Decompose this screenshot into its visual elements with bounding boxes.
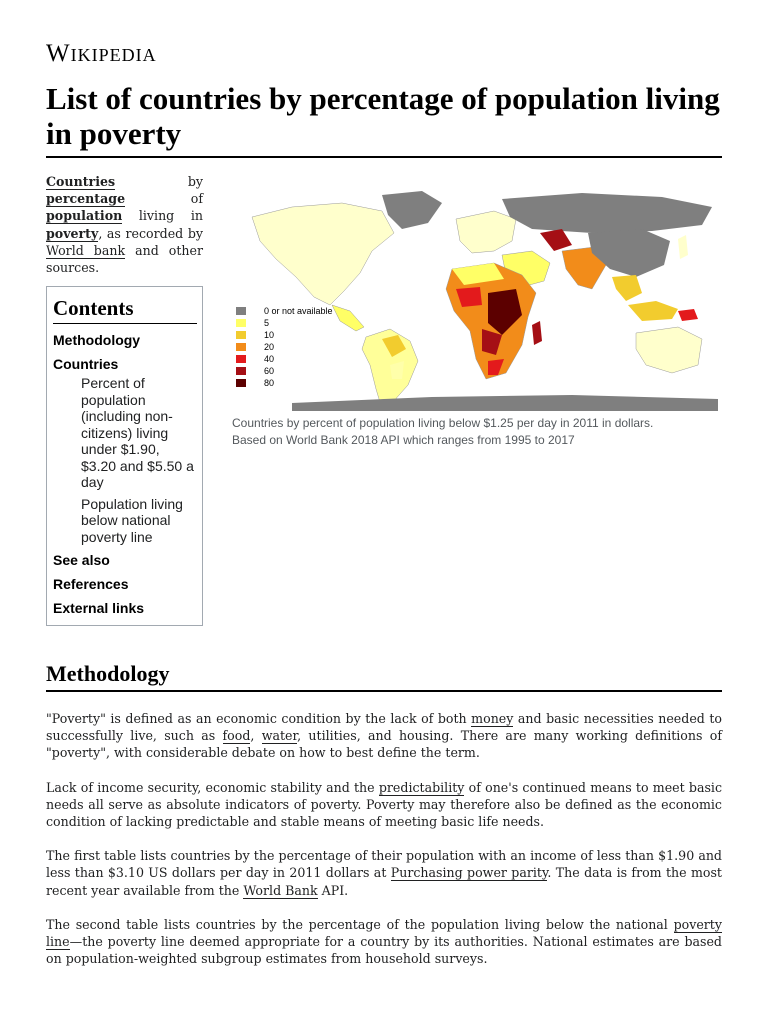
legend-label: 0 or not available (264, 306, 333, 316)
caption-line: Based on World Bank 2018 API which ranges from 1995 to 2017 (232, 433, 575, 447)
legend-label: 20 (264, 342, 275, 352)
toc-subitem-national-line[interactable]: Population living below national poverty line (81, 495, 183, 545)
caption-line: Countries by percent of population living below $1.25 per day in 2011 in dollars. (232, 416, 654, 430)
toc-item-see-also[interactable]: See also (53, 552, 110, 568)
legend-swatch (236, 343, 246, 351)
poverty-map-figure (232, 189, 722, 449)
paragraph: The first table lists countries by the percentage of their population with an income of less than $1.90 and less than $3.10 US dollars per day in 2011 dollars at Purchasing power parity. The data is from the most recent year available from the World Bank API. (46, 848, 722, 898)
legend-swatch (236, 355, 246, 363)
legend-swatch (236, 367, 246, 375)
link-purchasing-power-parity[interactable]: Purchasing power parity (390, 865, 548, 881)
toc-item-external-links[interactable]: External links (53, 600, 145, 616)
figure-caption (232, 415, 712, 449)
legend-swatch (236, 379, 246, 387)
methodology-body (46, 710, 722, 967)
legend-swatch (236, 331, 246, 339)
table-of-contents (46, 286, 203, 626)
article-page (46, 0, 722, 967)
link-predictability[interactable]: predictability (378, 779, 465, 795)
toc-title: Contents (53, 296, 197, 324)
legend-label: 5 (264, 318, 270, 328)
toc-item-countries[interactable]: Countries (53, 356, 119, 372)
toc-item-references[interactable]: References (53, 576, 129, 592)
legend-label: 80 (264, 378, 275, 388)
link-percentage[interactable]: percentage (46, 191, 126, 207)
link-poverty[interactable]: poverty (46, 225, 99, 241)
paragraph: Lack of income security, economic stability and the predictability of one's continued means to meet basic needs all serve as absolute indicators of poverty. Poverty may therefore also be defined as the economic condition of lacking predictable and stable means of meeting basic life needs. (46, 779, 722, 830)
link-poverty-line[interactable]: poverty line (46, 916, 722, 950)
link-countries[interactable]: Countries (46, 174, 116, 189)
wikipedia-wordmark[interactable]: Wikipedia (46, 40, 157, 67)
link-food[interactable]: food (222, 728, 251, 744)
lead-section (46, 173, 722, 633)
paragraph: The second table lists countries by the percentage of the population living below the national poverty line—the poverty line deemed appropriate for a country by its authorities. National estimates are based on population-weighted subgroup estimates from household surveys. (46, 916, 722, 967)
toc-item-methodology[interactable]: Methodology (53, 332, 141, 348)
page-title: List of countries by percentage of population living in poverty (46, 81, 722, 158)
legend-label: 40 (264, 354, 275, 364)
legend-swatch (236, 307, 246, 315)
link-population[interactable]: population (46, 208, 123, 224)
paragraph: "Poverty" is defined as an economic condition by the lack of both money and basic necessities needed to successfully live, such as food, water, utilities, and housing. There are many working definitions of "poverty", with considerable debate on how to best define the term. (46, 711, 722, 761)
link-money[interactable]: money (471, 711, 514, 726)
section-heading-methodology: Methodology (46, 661, 722, 692)
intro-paragraph: Countries by percentage of population living in poverty, as recorded by World bank and other sources. (46, 174, 203, 276)
toc-subitem-percent[interactable]: Percent of population (including non-citizens) living under $1.90, $3.20 and $5.50 a day (81, 375, 194, 490)
legend-swatch (236, 319, 246, 327)
legend-label: 10 (264, 330, 275, 340)
link-world-bank-api[interactable]: World Bank (243, 882, 318, 898)
world-poverty-map[interactable] (232, 189, 718, 411)
link-water[interactable]: water (261, 728, 298, 744)
legend-label: 60 (264, 366, 275, 376)
link-world-bank[interactable]: World bank (46, 242, 126, 258)
